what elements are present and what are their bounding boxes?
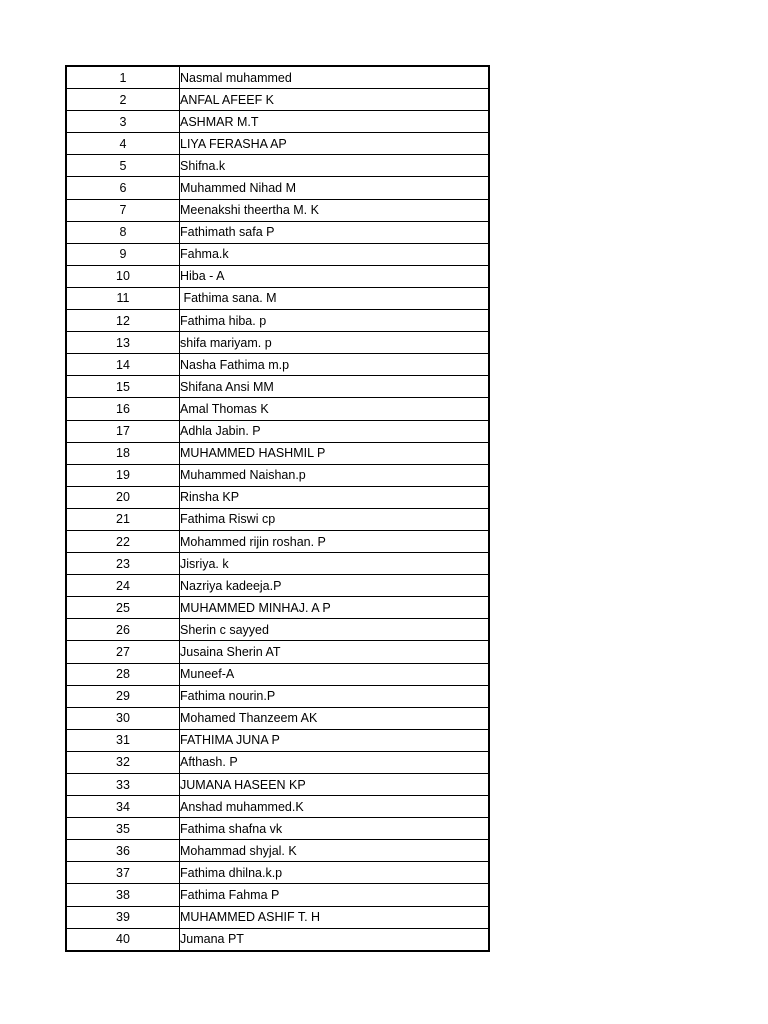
table-row xyxy=(67,663,489,685)
student-name-cell: LIYA FERASHA AP xyxy=(180,133,489,155)
table-row xyxy=(67,928,489,950)
student-name-cell: Fahma.k xyxy=(180,243,489,265)
row-number-cell: 25 xyxy=(67,597,180,619)
student-name-cell: Afthash. P xyxy=(180,751,489,773)
student-name-cell: MUHAMMED MINHAJ. A P xyxy=(180,597,489,619)
table-row xyxy=(67,553,489,575)
student-name-cell: Fathima hiba. p xyxy=(180,310,489,332)
row-number-cell: 20 xyxy=(67,486,180,508)
table-row xyxy=(67,486,489,508)
student-name-cell: shifa mariyam. p xyxy=(180,332,489,354)
student-name-cell: Jumana PT xyxy=(180,928,489,950)
table-row xyxy=(67,420,489,442)
row-number-cell: 26 xyxy=(67,619,180,641)
student-name-cell: Nasmal muhammed xyxy=(180,67,489,89)
table-row xyxy=(67,243,489,265)
student-name-cell: Fathima shafna vk xyxy=(180,818,489,840)
table-row xyxy=(67,840,489,862)
row-number-cell: 16 xyxy=(67,398,180,420)
row-number-cell: 29 xyxy=(67,685,180,707)
table-row xyxy=(67,641,489,663)
student-name-cell: Nazriya kadeeja.P xyxy=(180,575,489,597)
row-number-cell: 24 xyxy=(67,575,180,597)
row-number-cell: 8 xyxy=(67,221,180,243)
table-row xyxy=(67,111,489,133)
table-row xyxy=(67,530,489,552)
table-row xyxy=(67,354,489,376)
table-row xyxy=(67,133,489,155)
row-number-cell: 37 xyxy=(67,862,180,884)
row-number-cell: 17 xyxy=(67,420,180,442)
table-row xyxy=(67,199,489,221)
student-name-cell: Mohamed Thanzeem AK xyxy=(180,707,489,729)
student-name-cell: Jusaina Sherin AT xyxy=(180,641,489,663)
student-name-cell: Fathimath safa P xyxy=(180,221,489,243)
table-row xyxy=(67,685,489,707)
table-row xyxy=(67,796,489,818)
student-name-cell: Sherin c sayyed xyxy=(180,619,489,641)
student-name-cell: Mohammed rijin roshan. P xyxy=(180,530,489,552)
table-row xyxy=(67,508,489,530)
row-number-cell: 2 xyxy=(67,89,180,111)
student-name-cell: Adhla Jabin. P xyxy=(180,420,489,442)
table-row xyxy=(67,597,489,619)
row-number-cell: 7 xyxy=(67,199,180,221)
row-number-cell: 35 xyxy=(67,818,180,840)
student-name-cell: Fathima Riswi cp xyxy=(180,508,489,530)
table-row xyxy=(67,884,489,906)
row-number-cell: 31 xyxy=(67,729,180,751)
student-name-cell: Hiba - A xyxy=(180,265,489,287)
row-number-cell: 19 xyxy=(67,464,180,486)
row-number-cell: 30 xyxy=(67,707,180,729)
table-row xyxy=(67,751,489,773)
student-name-cell: Fathima Fahma P xyxy=(180,884,489,906)
student-name-cell: ANFAL AFEEF K xyxy=(180,89,489,111)
row-number-cell: 38 xyxy=(67,884,180,906)
row-number-cell: 14 xyxy=(67,354,180,376)
table-row xyxy=(67,332,489,354)
row-number-cell: 32 xyxy=(67,751,180,773)
row-number-cell: 34 xyxy=(67,796,180,818)
student-name-cell: MUHAMMED HASHMIL P xyxy=(180,442,489,464)
table-row xyxy=(67,221,489,243)
row-number-cell: 27 xyxy=(67,641,180,663)
row-number-cell: 11 xyxy=(67,287,180,309)
student-name-cell: Anshad muhammed.K xyxy=(180,796,489,818)
row-number-cell: 21 xyxy=(67,508,180,530)
student-name-cell: FATHIMA JUNA P xyxy=(180,729,489,751)
student-name-cell: Jisriya. k xyxy=(180,553,489,575)
table-row xyxy=(67,862,489,884)
student-name-cell: Mohammad shyjal. K xyxy=(180,840,489,862)
student-name-cell: Nasha Fathima m.p xyxy=(180,354,489,376)
table-row xyxy=(67,376,489,398)
student-name-cell: MUHAMMED ASHIF T. H xyxy=(180,906,489,928)
student-name-cell: JUMANA HASEEN KP xyxy=(180,774,489,796)
table-row xyxy=(67,818,489,840)
student-name-cell: Shifna.k xyxy=(180,155,489,177)
table-row xyxy=(67,729,489,751)
row-number-cell: 23 xyxy=(67,553,180,575)
row-number-cell: 5 xyxy=(67,155,180,177)
row-number-cell: 4 xyxy=(67,133,180,155)
table-row xyxy=(67,177,489,199)
table-row xyxy=(67,398,489,420)
row-number-cell: 3 xyxy=(67,111,180,133)
student-name-cell: Meenakshi theertha M. K xyxy=(180,199,489,221)
row-number-cell: 6 xyxy=(67,177,180,199)
student-name-cell: Muhammed Naishan.p xyxy=(180,464,489,486)
table-row xyxy=(67,442,489,464)
table-row xyxy=(67,707,489,729)
row-number-cell: 18 xyxy=(67,442,180,464)
row-number-cell: 10 xyxy=(67,265,180,287)
student-name-cell: Fathima sana. M xyxy=(180,287,489,309)
table-row xyxy=(67,619,489,641)
table-row xyxy=(67,464,489,486)
student-name-cell: Amal Thomas K xyxy=(180,398,489,420)
table-row xyxy=(67,287,489,309)
student-name-cell: Fathima dhilna.k.p xyxy=(180,862,489,884)
row-number-cell: 9 xyxy=(67,243,180,265)
student-name-cell: ASHMAR M.T xyxy=(180,111,489,133)
student-name-cell: Rinsha KP xyxy=(180,486,489,508)
roster-table-body xyxy=(67,67,489,951)
row-number-cell: 22 xyxy=(67,530,180,552)
row-number-cell: 12 xyxy=(67,310,180,332)
row-number-cell: 40 xyxy=(67,928,180,950)
row-number-cell: 15 xyxy=(67,376,180,398)
row-number-cell: 28 xyxy=(67,663,180,685)
table-row xyxy=(67,265,489,287)
row-number-cell: 36 xyxy=(67,840,180,862)
table-row xyxy=(67,89,489,111)
student-name-cell: Muhammed Nihad M xyxy=(180,177,489,199)
row-number-cell: 1 xyxy=(67,67,180,89)
table-row xyxy=(67,155,489,177)
table-row xyxy=(67,774,489,796)
roster-sheet xyxy=(66,66,488,951)
row-number-cell: 13 xyxy=(67,332,180,354)
student-name-cell: Muneef-A xyxy=(180,663,489,685)
table-row xyxy=(67,67,489,89)
table-row xyxy=(67,906,489,928)
student-name-cell: Fathima nourin.P xyxy=(180,685,489,707)
roster-table xyxy=(66,66,489,951)
student-name-cell: Shifana Ansi MM xyxy=(180,376,489,398)
row-number-cell: 33 xyxy=(67,774,180,796)
table-row xyxy=(67,575,489,597)
table-row xyxy=(67,310,489,332)
row-number-cell: 39 xyxy=(67,906,180,928)
